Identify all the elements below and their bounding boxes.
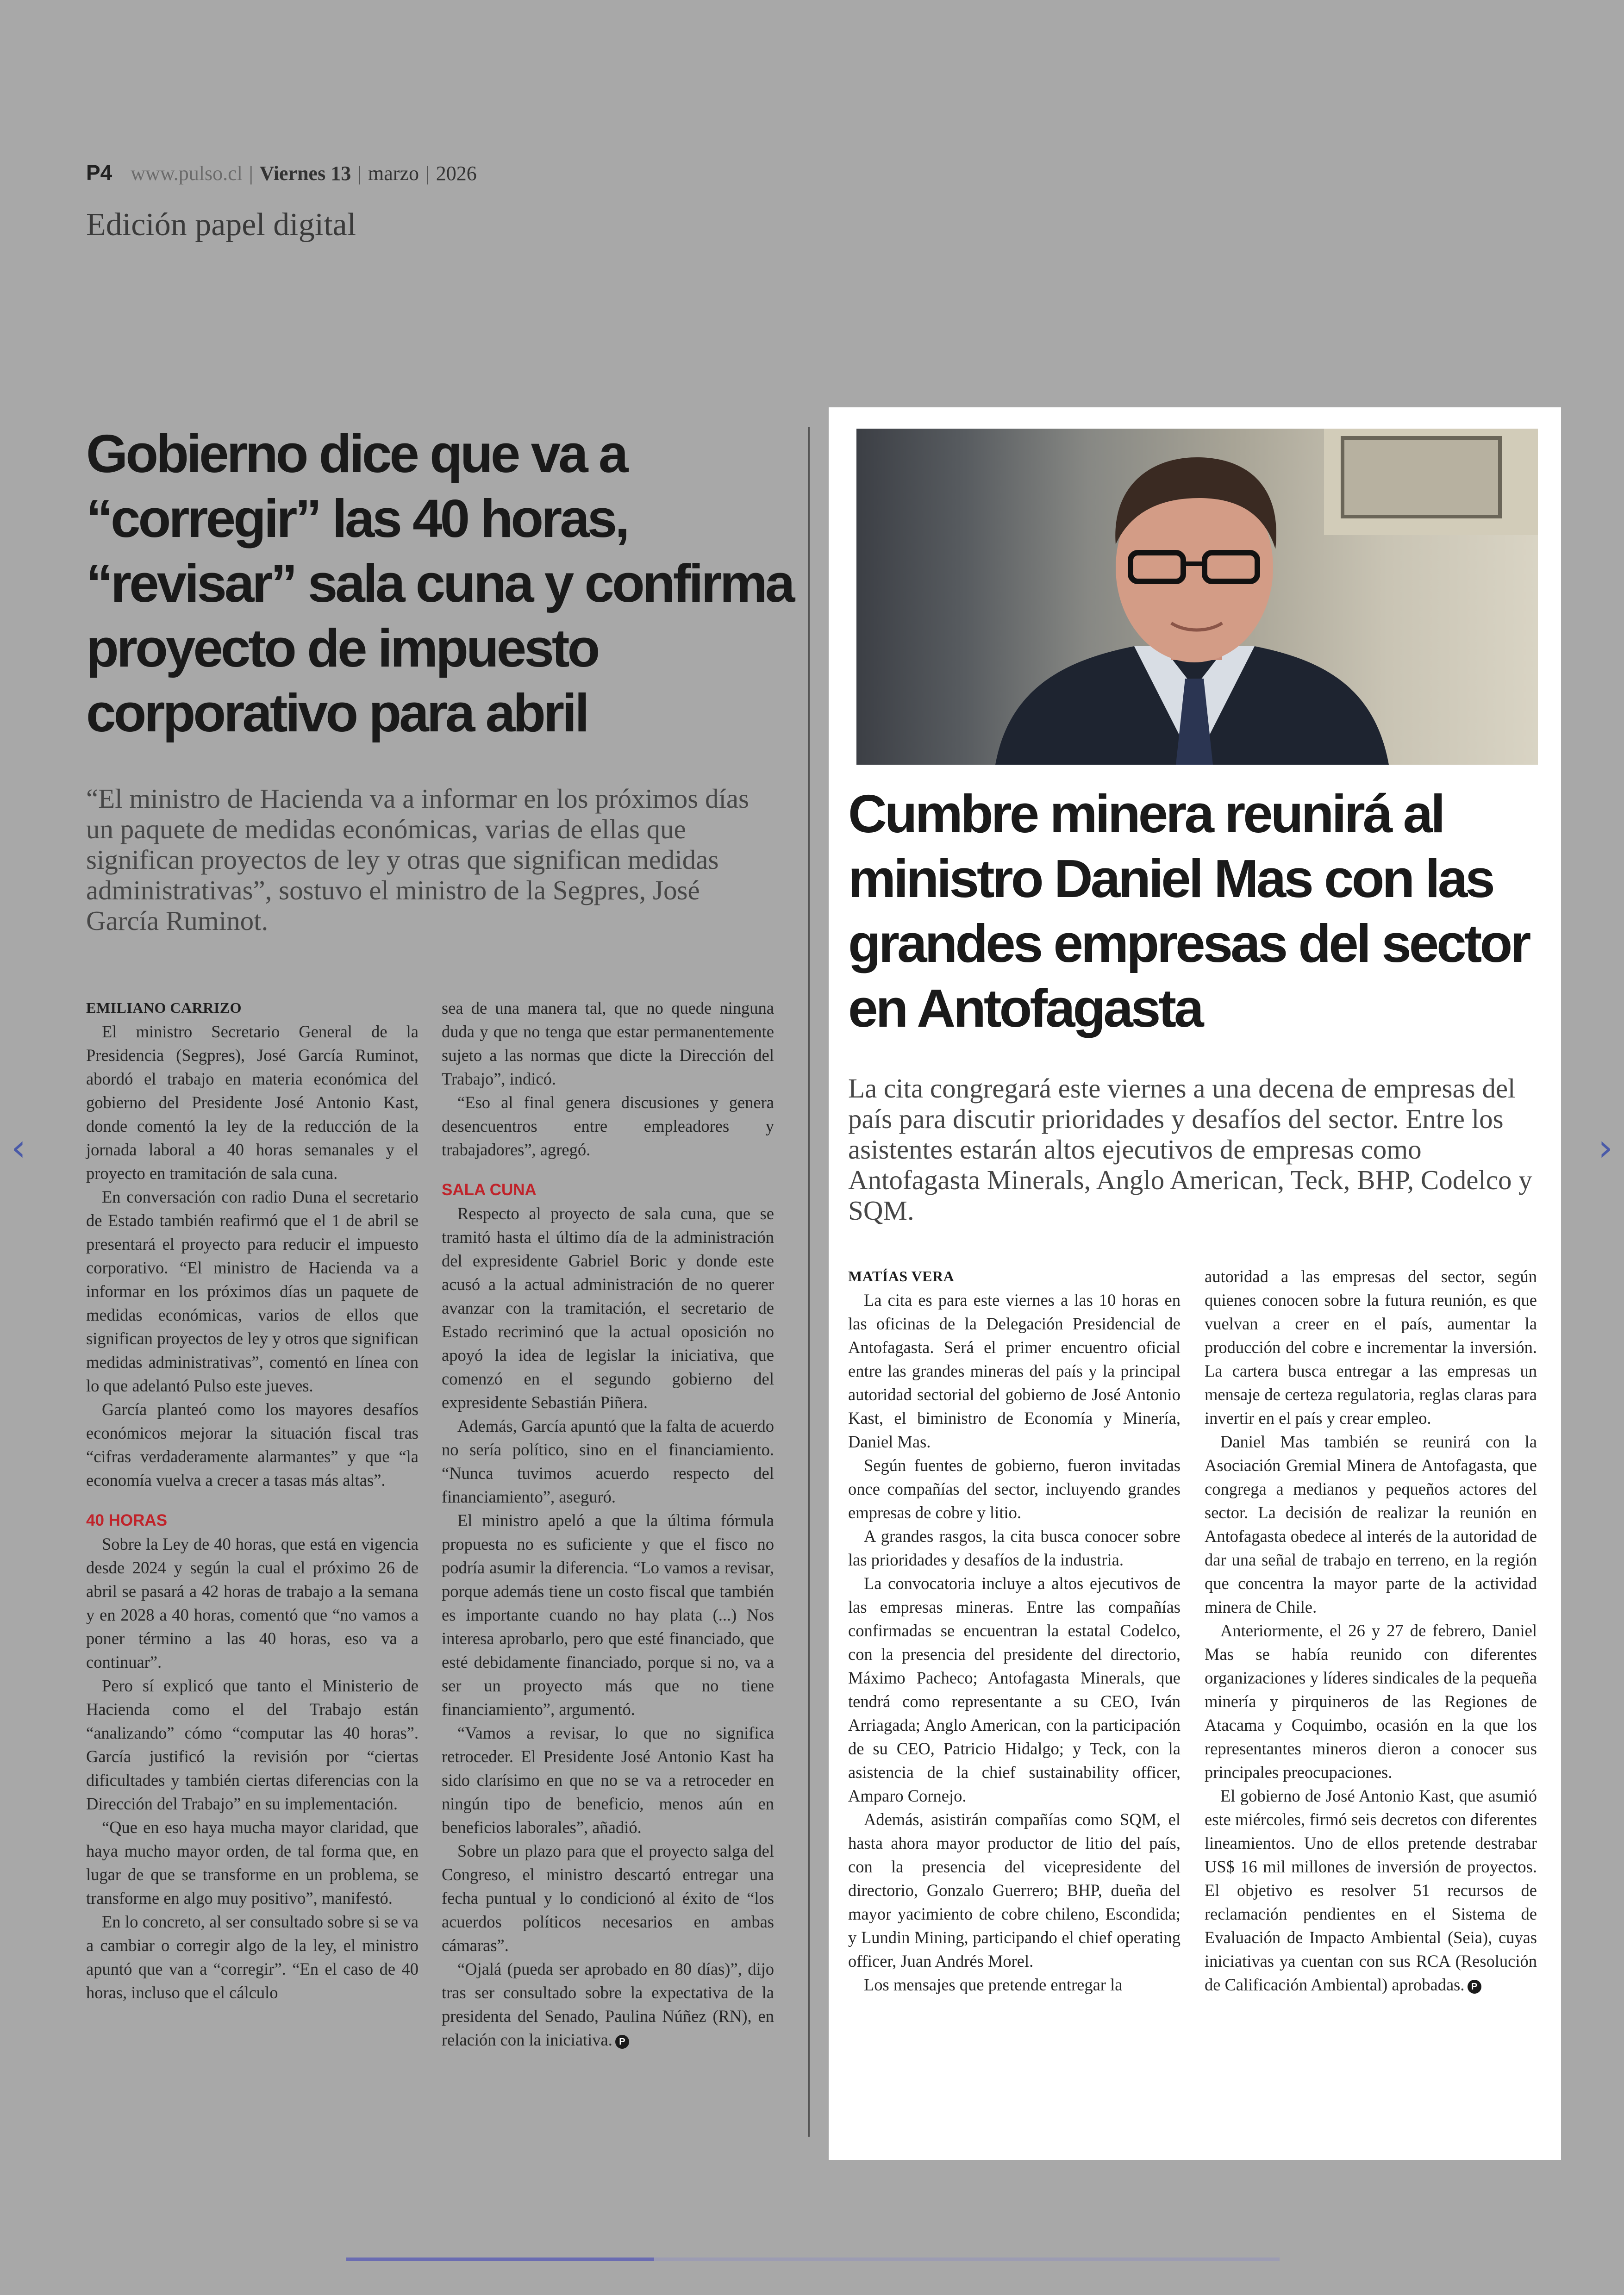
paragraph: El ministro Secretario General de la Presidencia (Segpres), José García Ruminot, abordó el trabajo en materia económica del gobierno del Presidente José Antonio Kast, donde comentó la ley de la reducción de la jornada laboral a 40 horas semanales y el proyecto en tramitación de sala cuna. <box>86 1022 418 1183</box>
edition-label: Edición papel digital <box>86 207 356 243</box>
reading-progress-bar[interactable] <box>346 2258 1280 2261</box>
paragraph: Además, García apuntó que la falta de acuerdo no sería político, sino en el financiamiento. “Nunca tuvimos acuerdo respecto del financiamiento”, aseguró. <box>442 1416 774 1506</box>
end-mark-icon: P <box>615 2035 629 2049</box>
reading-progress-fill <box>346 2258 654 2261</box>
paragraph: Los mensajes que pretende entregar la <box>864 1975 1123 1994</box>
subhead-sala-cuna: SALA CUNA <box>442 1181 537 1199</box>
weekday: Viernes 13 <box>259 162 351 185</box>
right-article-lead: La cita congregará este viernes a una decena de empresas del país para discutir prioridades y desafíos del sector. Entre los asistentes estarán altos ejecutivos de empresas como Antofagasta Minerals, Anglo American, Teck, BHP, Codelco y SQM. <box>848 1073 1532 1226</box>
paragraph: Sobre un plazo para que el proyecto salga del Congreso, el ministro descartó entregar una fecha puntual y lo condicionó al éxito de “los acuerdos políticos necesarios en ambas cámaras”. <box>442 1841 774 1955</box>
end-mark-icon: P <box>1468 1980 1481 1994</box>
column-divider <box>808 427 810 2137</box>
paragraph <box>1205 1784 1537 1996</box>
subhead-40-horas: 40 HORAS <box>86 1511 168 1529</box>
paragraph-text: “Ojalá (pueda ser aprobado en 80 días)”, dijo tras ser consultado sobre la expectativa de la presidenta del Senado, Paulina Núñez (RN), en relación con la iniciativa. <box>442 1959 774 2049</box>
site-url: www.pulso.cl <box>131 162 243 185</box>
left-article-lead: “El ministro de Hacienda va a informar en los próximos días un paquete de medidas económicas, varias de ellas que significan proyectos de ley y otras que significan medidas administrativas”, sostuvo el ministro de la Segpres, José García Ruminot. <box>86 783 749 936</box>
portrait-illustration <box>856 429 1538 765</box>
paragraph: La cita es para este viernes a las 10 horas en las oficinas de la Delegación Presidencial de Antofagasta. Será el primer encuentro oficial entre las grandes mineras del país y la principal autoridad sectorial del gobierno de José Antonio Kast, el biministro de Economía y Minería, Daniel Mas. <box>848 1291 1181 1451</box>
right-article-column-2 <box>1205 1265 1537 1996</box>
paragraph: Daniel Mas también se reunirá con la Asociación Gremial Minera de Antofagasta, que congrega a medianos y pequeños actores del sector. La decisión de realizar la reunión en Antofagasta obedece al interés de la autoridad de dar una señal de trabajo en terreno, en la región que concentra la mayor parte de la actividad minera de Chile. <box>1205 1432 1537 1616</box>
paragraph: En lo concreto, al ser consultado sobre si se va a cambiar o corregir algo de la ley, el ministro apuntó que van a “corregir”. “En el caso de 40 horas, incluso que el cálculo <box>86 1912 418 2002</box>
next-page-arrow-icon[interactable]: › <box>1598 1126 1613 1169</box>
paragraph: La convocatoria incluye a altos ejecutivos de las empresas mineras. Entre las compañías confirmadas se encuentran la estatal Codelco, con la presencia del presidente del directorio, Máximo Pacheco; Antofagasta Minerals, que tendrá como representante a su CEO, Iván Arriagada; Anglo American, con la participación de su CEO, Patricio Hidalgo; y Teck, con la asistencia de la chief sustainability officer, Amparo Cornejo. <box>848 1574 1181 1805</box>
year: 2026 <box>436 162 477 185</box>
paragraph: El ministro apeló a que la última fórmula propuesta no es suficiente y que el fisco no podría asumir la diferencia. “Lo vamos a revisar, porque además tiene un costo fiscal que también es importante cuando no hay plata (...) Nos interesa aprobarlo, pero que esté financiado, que esté debidamente financiado, porque si no, va a ser un proyecto más que no tiene financiamiento”, argumentó. <box>442 1511 774 1719</box>
page-number: P4 <box>86 161 112 185</box>
left-byline: EMILIANO CARRIZO <box>86 999 242 1016</box>
paragraph: autoridad a las empresas del sector, según quienes conocen sobre la futura reunión, es que vuelvan a creer en el país, aumentar la producción del cobre e incrementar la inversión. La cartera busca entregar a las empresas un mensaje de certeza regulatoria, reglas claras para invertir en el país y crear empleo. <box>1205 1267 1537 1428</box>
minister-photo <box>856 429 1538 765</box>
month: marzo <box>368 162 419 185</box>
paragraph: García planteó como los mayores desafíos económicos mejorar la situación fiscal tras “cifras verdaderamente alarmantes” y que “la economía vuelva a crecer a tasas más altas”. <box>86 1400 418 1490</box>
left-article-title: Gobierno dice que va a “corregir” las 40 horas, “revisar” sala cuna y confirma proyecto de impuesto corporativo para abril <box>86 424 793 743</box>
paragraph: Sobre la Ley de 40 horas, que está en vigencia desde 2024 y según la cual el próximo 26 de abril se pasará a 42 horas de trabajo a la semana y en 2028 a 40 horas, comentó que “no vamos a poner término a las 40 horas, eso va a continuar”. <box>86 1534 418 1671</box>
paragraph: Anteriormente, el 26 y 27 de febrero, Daniel Mas se había reunido con diferentes organizaciones y líderes sindicales de la pequeña minería y pirquineros de las Regiones de Atacama y Coquimbo, ocasión en la que los representantes mineros dieron a conocer sus principales preocupaciones. <box>1205 1621 1537 1782</box>
paragraph: A grandes rasgos, la cita busca conocer sobre las prioridades y desafíos de la industria. <box>848 1527 1181 1569</box>
paragraph: En conversación con radio Duna el secretario de Estado también reafirmó que el 1 de abril se presentará el proyecto para reducir el impuesto corporativo. “El ministro de Hacienda va a informar en los próximos días un paquete de medidas económicas, varios de ellos que significan proyectos de ley y otros que significan medidas administrativas”, comentó en línea con lo que adelantó Pulso este jueves. <box>86 1187 418 1395</box>
paragraph-text: El gobierno de José Antonio Kast, que asumió este miércoles, firmó seis decretos con diferentes lineamientos. Uno de ellos pretende destrabar US$ 16 mil millones de inversión de proyectos. El objetivo es resolver 51 recursos de reclamación pendientes en el Sistema de Evaluación de Impacto Ambiental (Seia), cuyas iniciativas ya cuentan con sus RCA (Resolución de Calificación Ambiental) aprobadas. <box>1205 1786 1537 1994</box>
left-article-column-1 <box>86 996 418 2004</box>
paragraph: Además, asistirán compañías como SQM, el hasta ahora mayor productor de litio del país, con la presencia del vicepresidente del directorio, Gonzalo Guerrero; BHP, dueña del mayor yacimiento de cobre chileno, Escondida; y Lundin Mining, participando el chief operating officer, Juan Andrés Morel. <box>848 1810 1181 1971</box>
right-article-title: Cumbre minera reunirá al ministro Daniel Mas con las grandes empresas del sector en Antofagasta <box>848 784 1529 1038</box>
paragraph: Respecto al proyecto de sala cuna, que se tramitó hasta el último día de la administración del expresidente Gabriel Boric y donde este acusó a la actual administración de no querer avanzar con la tramitación, el secretario de Estado recriminó que la actual oposición no apoyó la idea de legislar la iniciativa, que comenzó en el segundo gobierno del expresidente Sebastián Piñera. <box>442 1204 774 1412</box>
paragraph <box>442 1957 774 2052</box>
paragraph: “Eso al final genera discusiones y genera desencuentros entre empleadores y trabajadores”, agregó. <box>442 1093 774 1159</box>
right-article-column-1 <box>848 1265 1181 1996</box>
paragraph: Pero sí explicó que tanto el Ministerio de Hacienda como el del Trabajo están “analizando” cómo “computar las 40 horas”. García justificó la revisión por “ciertas dificultades y también ciertas diferencias con la Dirección del Trabajo” en su implementación. <box>86 1676 418 1813</box>
paragraph: Según fuentes de gobierno, fueron invitadas once compañías del sector, incluyendo grandes empresas de cobre y litio. <box>848 1456 1181 1522</box>
right-byline: MATÍAS VERA <box>848 1268 955 1285</box>
paragraph: sea de una manera tal, que no quede ninguna duda y que no tenga que estar permanentemente sujeto a las normas que dicte la Dirección del Trabajo”, indicó. <box>442 998 774 1088</box>
right-article-panel <box>829 407 1561 2160</box>
page-header: P4 www.pulso.cl | Viernes 13 | marzo | 2026 <box>86 161 477 185</box>
prev-page-arrow-icon[interactable]: ‹ <box>11 1126 26 1169</box>
paragraph: “Que en eso haya mucha mayor claridad, que haya mucho mayor orden, de tal forma que, en lugar de que se transforme en un problema, se transforme en algo muy positivo”, manifestó. <box>86 1818 418 1908</box>
left-article-column-2 <box>442 996 774 2052</box>
paragraph: “Vamos a revisar, lo que no significa retroceder. El Presidente José Antonio Kast ha sido clarísimo en que no se va a retroceder en ningún tipo de beneficio, menos aún en beneficios laborales”, añadió. <box>442 1723 774 1837</box>
